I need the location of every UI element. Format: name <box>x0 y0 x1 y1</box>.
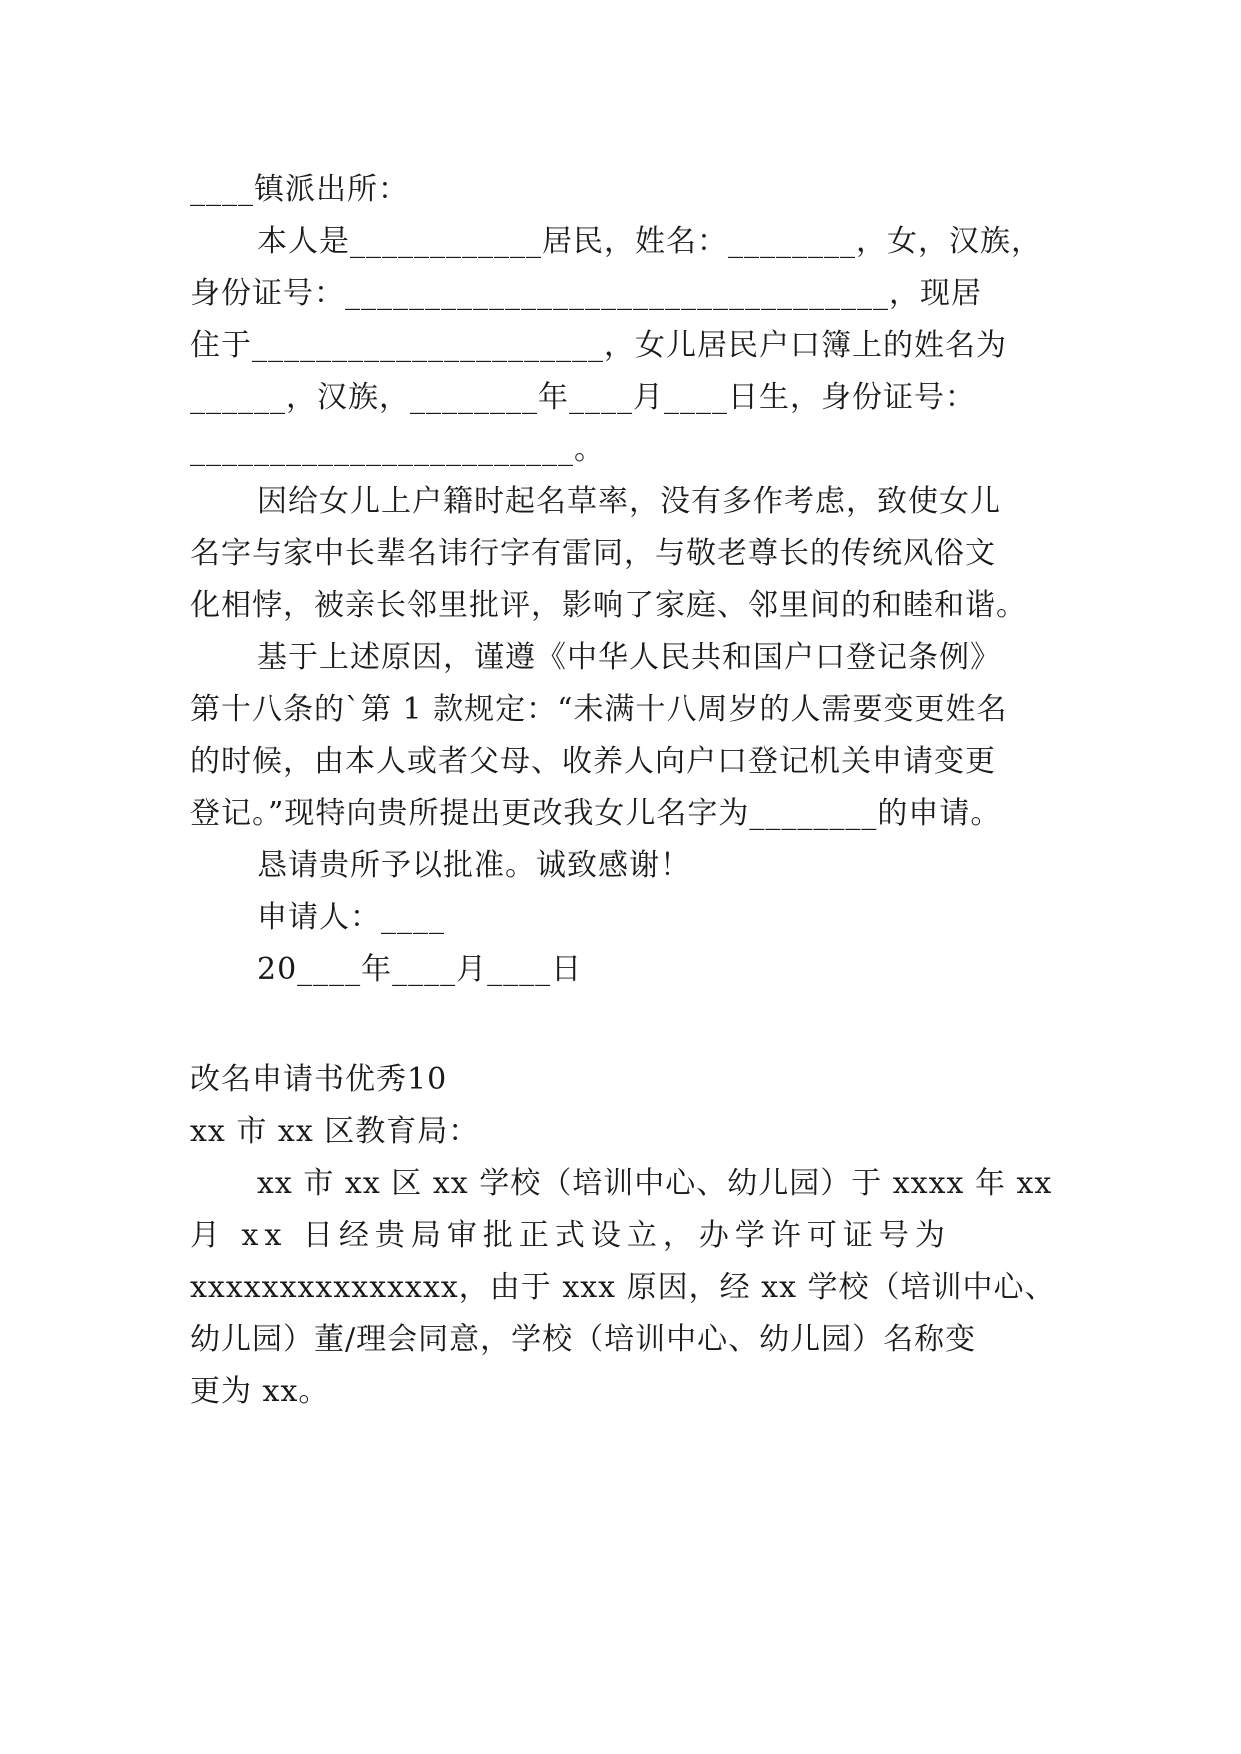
paragraph-line: 本人是____________居民，姓名：________，女，汉族， <box>257 224 1042 259</box>
salutation-education-bureau: xx 市 xx 区教育局： <box>190 1114 480 1149</box>
paragraph-line: 化相悖，被亲长邻里批评，影响了家庭、邻里间的和睦和谐。 <box>190 588 1027 623</box>
paragraph-line: xxxxxxxxxxxxxxx，由于 xxx 原因，经 xx 学校（培训中心、 <box>190 1270 1056 1305</box>
paragraph-line: 因给女儿上户籍时起名草率，没有多作考虑，致使女儿 <box>257 484 1001 519</box>
paragraph-line: 的时候，由本人或者父母、收养人向户口登记机关申请变更 <box>190 744 996 779</box>
section-title: 改名申请书优秀10 <box>190 1062 448 1097</box>
paragraph-line: 名字与家中长辈名讳行字有雷同，与敬老尊长的传统风俗文 <box>190 536 996 571</box>
paragraph-line: xx 市 xx 区 xx 学校（培训中心、幼儿园）于 xxxx 年 xx <box>257 1166 1053 1201</box>
paragraph-line: ______，汉族，________年____月____日生，身份证号： <box>190 380 976 415</box>
paragraph-line: 幼儿园）董/理会同意，学校（培训中心、幼儿园）名称变 <box>190 1322 977 1357</box>
paragraph-line: 基于上述原因，谨遵《中华人民共和国户口登记条例》 <box>257 640 1001 675</box>
closing-line: 恳请贵所予以批准。诚致感谢！ <box>257 848 691 883</box>
paragraph-line: 更为 xx。 <box>190 1374 330 1409</box>
salutation-police-station: ____镇派出所： <box>190 172 409 207</box>
date-line: 20____年____月____日 <box>257 952 583 987</box>
paragraph-line: 住于______________________，女儿居民户口簿上的姓名为 <box>190 328 1007 363</box>
paragraph-line: 第十八条的`第 1 款规定：“未满十八周岁的人需要变更姓名 <box>190 692 1008 727</box>
paragraph-line: ________________________。 <box>190 432 605 467</box>
paragraph-line: 月 xx 日经贵局审批正式设立，办学许可证号为 <box>190 1218 951 1253</box>
applicant-signature-line: 申请人：____ <box>257 900 445 935</box>
paragraph-line: 身份证号：__________________________________，现居 <box>190 276 982 311</box>
paragraph-line: 登记。”现特向贵所提出更改我女儿名字为________的申请。 <box>190 796 1002 831</box>
